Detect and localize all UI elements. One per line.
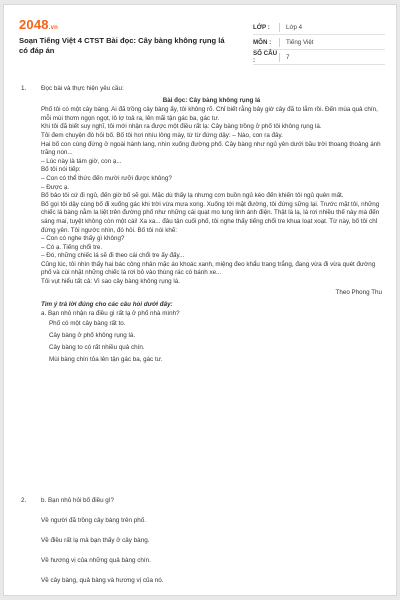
answer-option[interactable]: Về người đã trồng cây bàng trên phố. [41, 517, 146, 525]
answer-option[interactable]: Cây bàng ở phố không rụng lá. [49, 332, 136, 340]
answer-option[interactable]: Về điều rất lạ mà bạn thấy ở cây bàng. [41, 537, 150, 545]
meta-value: 7 [286, 53, 290, 61]
story-paragraph: – Lúc này là tám giờ, con ạ... [41, 157, 122, 165]
story-paragraph: Phố tôi có một cây bàng. Ai đã trồng cây bàng ấy, tôi không rõ. Chỉ biết rằng bây giờ cây đã to lắm rồi. Đến mùa quả chín, mỗi mùi thơm ngọn ngọt, lô lợ toả ra, lên mãi tận gác ba, gác tư. [41, 106, 378, 122]
question-number: 2. [21, 497, 27, 504]
meta-value: Lớp 4 [286, 23, 303, 31]
answer-option[interactable]: Phố có một cây bàng rất to. [49, 320, 126, 328]
story-paragraph: – Có ạ. Tiếng chổi tre. [41, 243, 103, 251]
meta-info-table [253, 20, 385, 65]
meta-row-question-count [253, 50, 385, 65]
story-paragraph: Cũng lúc, tôi nhìn thấy hai bác công nhân mặc áo khoác xanh, miệng đeo khẩu trang trắng, đang vừa đi vừa quét đường phố và cùi nhặt những chiếc lá rơi bỏ vào thùng rác có bánh xe... [41, 260, 376, 277]
site-logo[interactable]: 2048.vn [19, 17, 59, 32]
meta-value: Tiếng Việt [286, 38, 314, 46]
story-title: Bài đọc: Cây bàng không rụng lá [162, 96, 261, 104]
divider [279, 38, 280, 47]
question-body [41, 497, 382, 586]
story-paragraph: – Con có thể thức đến mười rưỡi được không? [41, 174, 172, 182]
question-intro: Đọc bài và thực hiện yêu cầu: [41, 85, 124, 92]
meta-row-subject [253, 35, 385, 50]
document-page [3, 4, 397, 596]
meta-key: SỐ CÂU : [253, 50, 278, 64]
question-number: 1. [21, 85, 27, 92]
question-instruction: Tìm ý trả lời đúng cho các câu hỏi dưới đây: [41, 301, 173, 309]
story-paragraph: – Đó, những chiếc lá sẽ đi theo cái chổi tre ấy đấy... [41, 252, 185, 260]
answer-option[interactable]: Mùi bàng chín tỏa lên tận gác ba, gác tư. [49, 355, 163, 363]
story-paragraph: Khi tôi đã biết suy nghĩ, tôi mới nhận ra được một điều rất lạ: Cây bàng trồng ở phố tôi không rụng lá. [41, 123, 322, 131]
page-title: Soạn Tiếng Việt 4 CTST Bài đọc: Cây bàng không rụng lá có đáp án [19, 36, 225, 55]
story-paragraph: Bố gọi tôi dậy cùng bố đi xuống gác khi trời vừa mưa xong. Xuống tới mặt đường, tôi đứng sững lại. Trước mặt tôi, những chiếc lá bàng nằm la liệt trên đường phố như những cái quạt mo lung linh ánh điện. Thật là lạ, lá rơi nhiều thế này mà đến sáng mai, tuyệt không còn một cái! Xa xa... đâu tận cuối phố, tôi nghe thấy tiếng chổi tre khua loạt xoạt. Từ này, bố tôi chỉ đứng yên. Tôi ngước nhìn, đó hỏi. Bố tôi nói khẽ: [41, 200, 380, 234]
story-paragraph: Bố bảo tôi cứ đi ngủ, đến giờ bố sẽ gọi. Mặc dù thấy lạ nhưng cơn buồn ngủ kéo đến khiến tôi ngủ quên mất. [41, 192, 344, 200]
answer-option[interactable]: Cây bàng to có rất nhiều quả chín. [49, 344, 145, 352]
document-header [19, 17, 382, 69]
question-text: a. Bạn nhỏ nhận ra điều gì rất lạ ở phố nhà mình? [41, 309, 180, 317]
story-paragraph: Bố tôi nói tiếp: [41, 166, 81, 174]
question-text: b. Bạn nhỏ hỏi bố điều gì? [41, 497, 114, 504]
divider [279, 53, 280, 62]
story-paragraph: Tôi vụt hiểu tất cả: Vì sao cây bàng không rụng lá. [41, 278, 180, 286]
meta-row-class [253, 20, 385, 35]
meta-key: MÔN : [253, 38, 272, 46]
story-paragraph: Hai bố con cùng đứng ở ngoài hành lang, nhìn xuống đường phố. Cây bàng như ngủ yên dưới bầu trời thoang thoảng ánh trăng non... [41, 140, 381, 157]
divider [279, 23, 280, 32]
story-paragraph: – Con có nghe thấy gì không? [41, 235, 125, 243]
answer-option[interactable]: Về hương vị của những quả bàng chín. [41, 557, 151, 565]
story-paragraph: – Được ạ. [41, 183, 70, 191]
answer-option[interactable]: Về cây bàng, quả bàng và hương vị của nó. [41, 577, 164, 585]
story-author: Theo Phong Thu [335, 288, 382, 296]
story-paragraph: Tôi đem chuyện đó hỏi bố. Bố tôi hơi nhíu lông mày, từ từ đứng dậy: – Nào, con ra đây. [41, 131, 283, 139]
meta-key: LỚP : [253, 23, 270, 31]
question-body [41, 85, 382, 366]
